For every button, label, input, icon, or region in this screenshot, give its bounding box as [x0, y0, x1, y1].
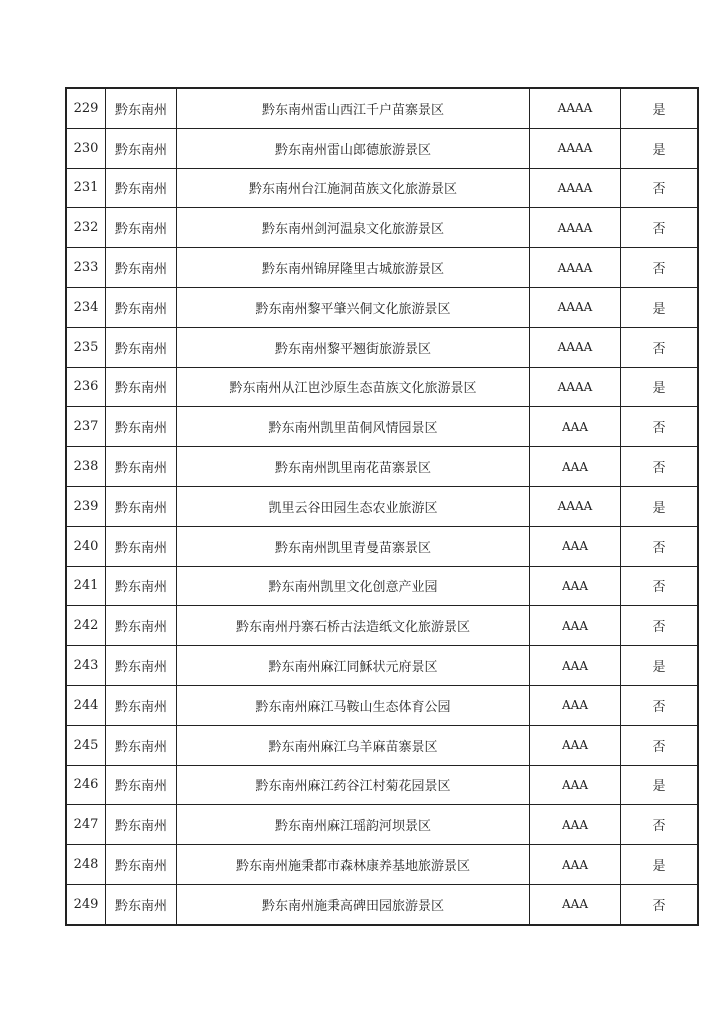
rating-level: AAA	[530, 407, 621, 447]
yes-no-flag: 是	[621, 765, 699, 805]
table-row	[66, 805, 698, 845]
row-number: 232	[66, 208, 106, 248]
row-number: 244	[66, 685, 106, 725]
row-number: 229	[66, 88, 106, 128]
scenic-area-name: 黔东南州凯里苗侗风情园景区	[177, 407, 530, 447]
yes-no-flag: 否	[621, 526, 699, 566]
scenic-area-name: 黔东南州施秉高碑田园旅游景区	[177, 884, 530, 924]
scenic-area-name: 黔东南州雷山西江千户苗寨景区	[177, 88, 530, 128]
table-row	[66, 208, 698, 248]
scenic-area-name: 黔东南州麻江同穌状元府景区	[177, 646, 530, 686]
scenic-area-table-container	[65, 87, 699, 926]
region-cell: 黔东南州	[106, 367, 177, 407]
table-row	[66, 248, 698, 288]
rating-level: AAAA	[530, 367, 621, 407]
rating-level: AAA	[530, 845, 621, 885]
scenic-area-name: 黔东南州凯里南花苗寨景区	[177, 447, 530, 487]
table-row	[66, 407, 698, 447]
yes-no-flag: 否	[621, 327, 699, 367]
yes-no-flag: 否	[621, 208, 699, 248]
scenic-area-name: 黔东南州台江施洞苗族文化旅游景区	[177, 168, 530, 208]
row-number: 233	[66, 248, 106, 288]
region-cell: 黔东南州	[106, 646, 177, 686]
table-row	[66, 526, 698, 566]
region-cell: 黔东南州	[106, 606, 177, 646]
table-row	[66, 845, 698, 885]
region-cell: 黔东南州	[106, 884, 177, 924]
row-number: 241	[66, 566, 106, 606]
region-cell: 黔东南州	[106, 845, 177, 885]
table-row	[66, 566, 698, 606]
yes-no-flag: 是	[621, 128, 699, 168]
yes-no-flag: 否	[621, 725, 699, 765]
region-cell: 黔东南州	[106, 327, 177, 367]
yes-no-flag: 否	[621, 685, 699, 725]
table-row	[66, 367, 698, 407]
rating-level: AAA	[530, 447, 621, 487]
table-row	[66, 725, 698, 765]
scenic-area-name: 黔东南州凯里文化创意产业园	[177, 566, 530, 606]
rating-level: AAA	[530, 884, 621, 924]
region-cell: 黔东南州	[106, 805, 177, 845]
table-row	[66, 447, 698, 487]
row-number: 242	[66, 606, 106, 646]
rating-level: AAA	[530, 566, 621, 606]
row-number: 245	[66, 725, 106, 765]
row-number: 247	[66, 805, 106, 845]
table-row	[66, 765, 698, 805]
row-number: 237	[66, 407, 106, 447]
region-cell: 黔东南州	[106, 765, 177, 805]
row-number: 240	[66, 526, 106, 566]
scenic-area-name: 黔东南州丹寨石桥古法造纸文化旅游景区	[177, 606, 530, 646]
scenic-area-name: 凯里云谷田园生态农业旅游区	[177, 486, 530, 526]
row-number: 238	[66, 447, 106, 487]
scenic-area-name: 黔东南州凯里青曼苗寨景区	[177, 526, 530, 566]
row-number: 239	[66, 486, 106, 526]
yes-no-flag: 否	[621, 407, 699, 447]
yes-no-flag: 是	[621, 367, 699, 407]
rating-level: AAAA	[530, 128, 621, 168]
region-cell: 黔东南州	[106, 128, 177, 168]
row-number: 234	[66, 287, 106, 327]
scenic-area-name: 黔东南州黎平肇兴侗文化旅游景区	[177, 287, 530, 327]
rating-level: AAAA	[530, 208, 621, 248]
region-cell: 黔东南州	[106, 248, 177, 288]
rating-level: AAA	[530, 805, 621, 845]
scenic-area-name: 黔东南州雷山郎德旅游景区	[177, 128, 530, 168]
table-row	[66, 287, 698, 327]
scenic-area-name: 黔东南州麻江马鞍山生态体育公园	[177, 685, 530, 725]
scenic-area-name: 黔东南州麻江药谷江村菊花园景区	[177, 765, 530, 805]
scenic-area-name: 黔东南州施秉都市森林康养基地旅游景区	[177, 845, 530, 885]
region-cell: 黔东南州	[106, 526, 177, 566]
row-number: 236	[66, 367, 106, 407]
region-cell: 黔东南州	[106, 208, 177, 248]
rating-level: AAAA	[530, 327, 621, 367]
yes-no-flag: 否	[621, 606, 699, 646]
yes-no-flag: 是	[621, 88, 699, 128]
region-cell: 黔东南州	[106, 168, 177, 208]
yes-no-flag: 否	[621, 884, 699, 924]
row-number: 248	[66, 845, 106, 885]
scenic-area-name: 黔东南州麻江瑶韵河坝景区	[177, 805, 530, 845]
region-cell: 黔东南州	[106, 88, 177, 128]
yes-no-flag: 是	[621, 287, 699, 327]
rating-level: AAAA	[530, 287, 621, 327]
scenic-area-name: 黔东南州麻江乌羊麻苗寨景区	[177, 725, 530, 765]
scenic-area-table	[65, 87, 699, 926]
yes-no-flag: 否	[621, 566, 699, 606]
region-cell: 黔东南州	[106, 447, 177, 487]
scenic-area-name: 黔东南州锦屏隆里古城旅游景区	[177, 248, 530, 288]
region-cell: 黔东南州	[106, 725, 177, 765]
yes-no-flag: 是	[621, 486, 699, 526]
yes-no-flag: 否	[621, 168, 699, 208]
table-row	[66, 646, 698, 686]
table-row	[66, 168, 698, 208]
scenic-area-name: 黔东南州从江岜沙原生态苗族文化旅游景区	[177, 367, 530, 407]
table-row	[66, 606, 698, 646]
rating-level: AAA	[530, 526, 621, 566]
table-row	[66, 486, 698, 526]
rating-level: AAA	[530, 685, 621, 725]
table-row	[66, 128, 698, 168]
row-number: 249	[66, 884, 106, 924]
table-body	[66, 88, 698, 925]
table-row	[66, 884, 698, 924]
rating-level: AAAA	[530, 248, 621, 288]
table-row	[66, 88, 698, 128]
rating-level: AAAA	[530, 88, 621, 128]
region-cell: 黔东南州	[106, 685, 177, 725]
rating-level: AAA	[530, 646, 621, 686]
rating-level: AAA	[530, 765, 621, 805]
rating-level: AAAA	[530, 486, 621, 526]
row-number: 231	[66, 168, 106, 208]
region-cell: 黔东南州	[106, 287, 177, 327]
yes-no-flag: 是	[621, 646, 699, 686]
yes-no-flag: 否	[621, 447, 699, 487]
scenic-area-name: 黔东南州剑河温泉文化旅游景区	[177, 208, 530, 248]
rating-level: AAA	[530, 606, 621, 646]
row-number: 246	[66, 765, 106, 805]
row-number: 235	[66, 327, 106, 367]
yes-no-flag: 否	[621, 805, 699, 845]
region-cell: 黔东南州	[106, 407, 177, 447]
yes-no-flag: 否	[621, 248, 699, 288]
rating-level: AAAA	[530, 168, 621, 208]
row-number: 230	[66, 128, 106, 168]
row-number: 243	[66, 646, 106, 686]
table-row	[66, 327, 698, 367]
region-cell: 黔东南州	[106, 566, 177, 606]
rating-level: AAA	[530, 725, 621, 765]
yes-no-flag: 是	[621, 845, 699, 885]
table-row	[66, 685, 698, 725]
scenic-area-name: 黔东南州黎平翘街旅游景区	[177, 327, 530, 367]
region-cell: 黔东南州	[106, 486, 177, 526]
